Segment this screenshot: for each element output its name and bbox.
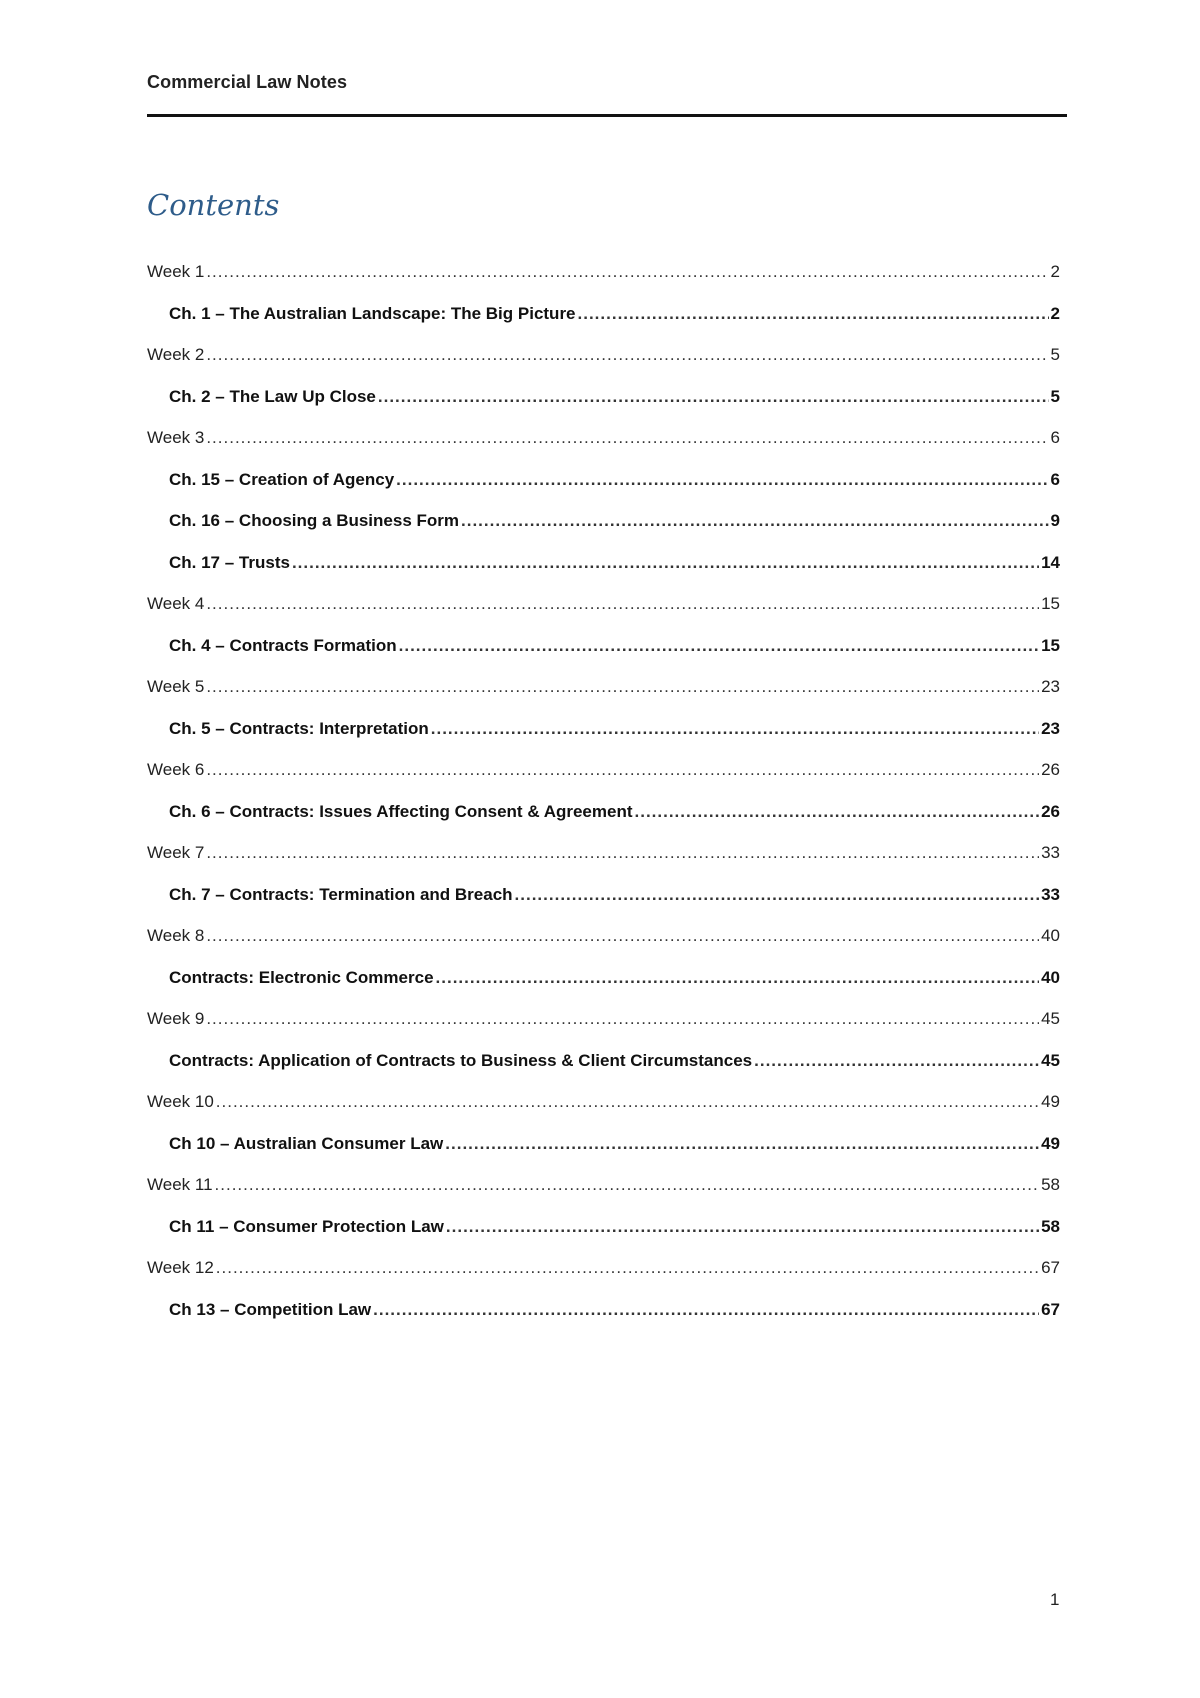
toc-dot-leader xyxy=(206,428,1048,448)
toc-entry-chapter[interactable] xyxy=(147,1051,1060,1093)
toc-entry-chapter[interactable] xyxy=(147,968,1060,1010)
toc-entry-page: 45 xyxy=(1041,1009,1060,1028)
toc-dot-leader xyxy=(446,1217,1039,1237)
toc-entry-page: 40 xyxy=(1041,967,1060,987)
toc-entry-chapter[interactable] xyxy=(147,1134,1060,1176)
toc-dot-leader xyxy=(396,470,1048,490)
toc-dot-leader xyxy=(206,345,1048,365)
toc-dot-leader xyxy=(206,926,1039,946)
toc-entry-page: 49 xyxy=(1041,1133,1060,1153)
toc-dot-leader xyxy=(216,1258,1039,1278)
toc-entry-chapter[interactable] xyxy=(147,802,1060,844)
toc-entry-page: 9 xyxy=(1050,511,1060,530)
toc-entry-week[interactable] xyxy=(147,677,1060,719)
toc-entry-chapter[interactable] xyxy=(147,636,1060,678)
toc-entry-page: 14 xyxy=(1041,552,1060,572)
toc-entry-label: Week 5 xyxy=(147,677,205,696)
toc-entry-label: Ch 13 – Competition Law xyxy=(169,1299,372,1319)
toc-entry-label: Week 7 xyxy=(147,843,205,862)
toc-entry-page: 5 xyxy=(1050,386,1060,406)
toc-entry-week[interactable] xyxy=(147,843,1060,885)
toc-entry-chapter[interactable] xyxy=(147,470,1060,512)
toc-entry-page: 49 xyxy=(1041,1092,1060,1111)
toc-entry-page: 58 xyxy=(1041,1216,1060,1236)
toc-entry-page: 6 xyxy=(1050,469,1060,489)
toc-entry-label: Ch. 7 – Contracts: Termination and Breach xyxy=(169,884,513,904)
toc-entry-label: Ch. 16 – Choosing a Business Form xyxy=(169,511,460,530)
toc-dot-leader xyxy=(206,262,1048,282)
toc-dot-leader xyxy=(436,968,1040,988)
toc-entry-page: 67 xyxy=(1041,1299,1060,1319)
toc-entry-week[interactable] xyxy=(147,345,1060,387)
toc-entry-label: Week 2 xyxy=(147,345,205,364)
toc-entry-label: Ch. 2 – The Law Up Close xyxy=(169,386,376,406)
toc-entry-page: 67 xyxy=(1041,1258,1060,1277)
toc-entry-chapter[interactable] xyxy=(147,885,1060,927)
toc-entry-page: 58 xyxy=(1041,1175,1060,1194)
toc-dot-leader xyxy=(399,636,1039,656)
toc-dot-leader xyxy=(292,553,1039,573)
toc-dot-leader xyxy=(206,760,1039,780)
toc-dot-leader xyxy=(206,594,1039,614)
toc-entry-chapter[interactable] xyxy=(147,304,1060,346)
toc-entry-page: 15 xyxy=(1041,594,1060,613)
toc-entry-label: Week 8 xyxy=(147,926,205,945)
toc-entry-label: Ch. 15 – Creation of Agency xyxy=(169,469,395,489)
table-of-contents xyxy=(147,262,1060,1341)
toc-entry-label: Ch. 4 – Contracts Formation xyxy=(169,635,397,655)
toc-entry-chapter[interactable] xyxy=(147,1300,1060,1342)
toc-entry-page: 5 xyxy=(1050,345,1060,364)
toc-entry-label: Ch. 5 – Contracts: Interpretation xyxy=(169,718,429,738)
toc-entry-week[interactable] xyxy=(147,594,1060,636)
toc-dot-leader xyxy=(635,802,1040,822)
toc-entry-label: Week 11 xyxy=(147,1175,213,1194)
toc-entry-label: Week 4 xyxy=(147,594,205,613)
toc-entry-week[interactable] xyxy=(147,262,1060,304)
toc-entry-page: 33 xyxy=(1041,884,1060,904)
toc-dot-leader xyxy=(461,511,1049,531)
toc-entry-chapter[interactable] xyxy=(147,1217,1060,1259)
toc-dot-leader xyxy=(754,1051,1039,1071)
toc-dot-leader xyxy=(578,304,1049,324)
toc-entry-label: Week 12 xyxy=(147,1258,214,1277)
toc-entry-label: Ch. 1 – The Australian Landscape: The Big Picture xyxy=(169,303,576,323)
toc-dot-leader xyxy=(445,1134,1039,1154)
toc-entry-week[interactable] xyxy=(147,1092,1060,1134)
toc-entry-week[interactable] xyxy=(147,1175,1060,1217)
toc-entry-page: 23 xyxy=(1041,677,1060,696)
toc-entry-label: Week 3 xyxy=(147,428,205,447)
toc-dot-leader xyxy=(378,387,1049,407)
toc-entry-label: Contracts: Electronic Commerce xyxy=(169,967,434,987)
toc-entry-label: Ch. 17 – Trusts xyxy=(169,552,290,572)
toc-dot-leader xyxy=(206,1009,1039,1029)
toc-entry-page: 2 xyxy=(1050,262,1060,281)
toc-entry-page: 2 xyxy=(1050,303,1060,323)
page-number: 1 xyxy=(1050,1590,1060,1609)
toc-dot-leader xyxy=(206,843,1039,863)
toc-entry-label: Ch. 6 – Contracts: Issues Affecting Consent & Agreement xyxy=(169,801,633,821)
toc-entry-label: Ch 11 – Consumer Protection Law xyxy=(169,1216,444,1236)
contents-heading: Contents xyxy=(147,188,280,222)
toc-entry-week[interactable] xyxy=(147,1009,1060,1051)
toc-entry-page: 15 xyxy=(1041,635,1060,655)
toc-entry-week[interactable] xyxy=(147,926,1060,968)
toc-dot-leader xyxy=(206,677,1039,697)
toc-entry-chapter[interactable] xyxy=(147,387,1060,429)
toc-entry-label: Week 1 xyxy=(147,262,205,281)
toc-dot-leader xyxy=(216,1092,1039,1112)
toc-entry-label: Week 10 xyxy=(147,1092,214,1111)
toc-dot-leader xyxy=(515,885,1040,905)
toc-entry-label: Contracts: Application of Contracts to Business & Client Circumstances xyxy=(169,1050,753,1070)
toc-entry-label: Ch 10 – Australian Consumer Law xyxy=(169,1133,444,1153)
toc-entry-page: 40 xyxy=(1041,926,1060,945)
running-header: Commercial Law Notes xyxy=(147,72,348,92)
toc-dot-leader xyxy=(431,719,1039,739)
toc-entry-page: 23 xyxy=(1041,718,1060,738)
toc-entry-chapter[interactable] xyxy=(147,719,1060,761)
toc-entry-page: 26 xyxy=(1041,801,1060,821)
toc-entry-page: 33 xyxy=(1041,843,1060,862)
toc-entry-week[interactable] xyxy=(147,760,1060,802)
toc-entry-week[interactable] xyxy=(147,1258,1060,1300)
toc-entry-week[interactable] xyxy=(147,428,1060,470)
toc-entry-chapter[interactable] xyxy=(147,511,1060,553)
toc-dot-leader xyxy=(373,1300,1039,1320)
toc-entry-page: 45 xyxy=(1041,1050,1060,1070)
toc-entry-chapter[interactable] xyxy=(147,553,1060,595)
toc-dot-leader xyxy=(215,1175,1040,1195)
toc-entry-page: 26 xyxy=(1041,760,1060,779)
header-divider xyxy=(147,114,1067,117)
toc-entry-label: Week 9 xyxy=(147,1009,205,1028)
toc-entry-page: 6 xyxy=(1050,428,1060,447)
toc-entry-label: Week 6 xyxy=(147,760,205,779)
